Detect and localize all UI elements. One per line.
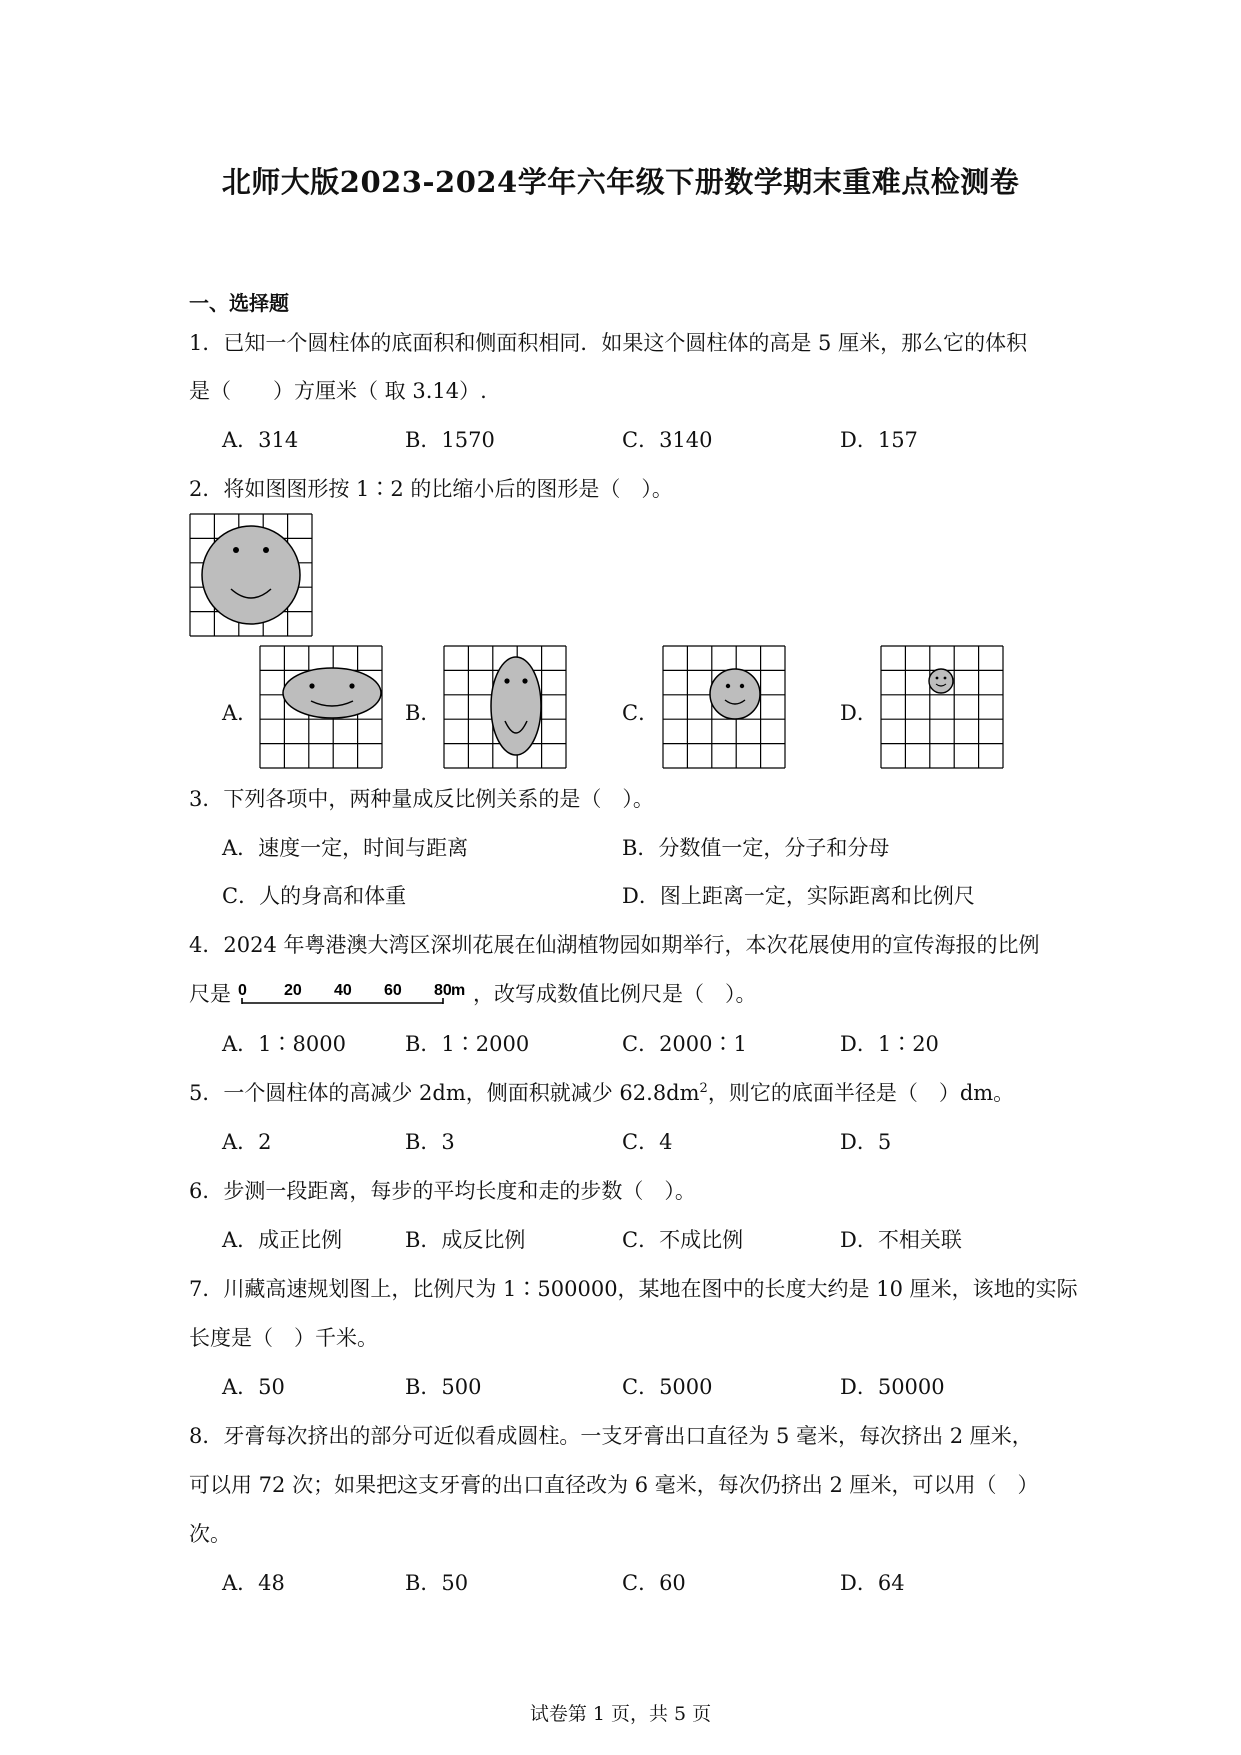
q4-option-a: A．1∶8000 — [222, 1032, 346, 1056]
q8-option-b: B．50 — [405, 1571, 469, 1595]
q6-option-c: C．不成比例 — [622, 1228, 744, 1252]
q5-option-d: D．5 — [840, 1130, 892, 1154]
q6-option-a: A．成正比例 — [222, 1228, 343, 1252]
page-footer: 试卷第 1 页，共 5 页 — [529, 1703, 712, 1725]
question-1-line-1: 1．已知一个圆柱体的底面积和侧面积相同．如果这个圆柱体的高是 5 厘米，那么它的体积 — [189, 331, 1028, 355]
scale-unit: m — [451, 982, 466, 999]
question-8-line-1: 8．牙膏每次挤出的部分可近似看成圆柱。一支牙膏出口直径为 5 毫米，每次挤出 2 厘米， — [189, 1424, 1033, 1448]
q3-option-d: D．图上距离一定，实际距离和比例尺 — [622, 884, 975, 908]
q7-option-b: B．500 — [405, 1375, 482, 1399]
question-4-line-2-suffix: ，改写成数值比例尺是（ ）。 — [473, 982, 757, 1006]
scale-label-40: 40 — [334, 982, 352, 999]
q7-option-c: C．5000 — [622, 1375, 713, 1399]
smiley-option-c-figure — [662, 645, 788, 770]
q5-option-b: B．3 — [405, 1130, 455, 1154]
q2-option-a: A． — [222, 701, 259, 725]
line-scale-bar — [238, 978, 468, 1008]
q6-option-d: D．不相关联 — [840, 1228, 962, 1252]
q8-option-a: A．48 — [222, 1571, 285, 1595]
question-7-line-1: 7．川藏高速规划图上，比例尺为 1∶500000，某地在图中的长度大约是 10 厘米，该地的实际 — [189, 1277, 1078, 1301]
smiley-option-a-figure — [259, 645, 385, 770]
question-6-line-1: 6．步测一段距离，每步的平均长度和走的步数（ ）。 — [189, 1179, 696, 1203]
question-5-line-1 — [189, 1077, 1014, 1107]
question-4-line-1: 4．2024 年粤港澳大湾区深圳花展在仙湖植物园如期举行，本次花展使用的宣传海报的比例 — [189, 933, 1040, 957]
q8-option-c: C．60 — [622, 1571, 686, 1595]
section-heading: 一、选择题 — [189, 291, 289, 315]
question-4-line-2-prefix: 尺是 — [189, 982, 231, 1006]
smiley-original-figure — [189, 513, 315, 639]
smiley-option-d-figure — [880, 645, 1006, 770]
q3-option-c: C．人的身高和体重 — [222, 884, 407, 908]
q5-text-post: ，则它的底面半径是（ ）dm。 — [707, 1081, 1015, 1105]
question-1-line-2: 是（ ）方厘米（ 取 3.14）. — [189, 379, 487, 403]
q5-text-pre: 5．一个圆柱体的高减少 2dm，侧面积就减少 62.8dm — [189, 1081, 700, 1105]
question-8-line-3: 次。 — [189, 1522, 231, 1546]
q7-option-d: D．50000 — [840, 1375, 945, 1399]
q4-option-b: B．1∶2000 — [405, 1032, 530, 1056]
q3-option-b: B．分数值一定，分子和分母 — [622, 836, 890, 860]
scale-label-60: 60 — [384, 982, 402, 999]
question-7-line-2: 长度是（ ）千米。 — [189, 1326, 378, 1350]
q8-option-d: D．64 — [840, 1571, 905, 1595]
q4-option-c: C．2000∶1 — [622, 1032, 747, 1056]
scale-label-80: 80 — [434, 982, 452, 999]
q6-option-b: B．成反比例 — [405, 1228, 526, 1252]
q5-option-c: C．4 — [622, 1130, 673, 1154]
q2-option-b: B． — [405, 701, 442, 725]
page-title: 北师大版2023-2024学年六年级下册数学期末重难点检测卷 — [221, 165, 1020, 199]
q7-option-a: A．50 — [222, 1375, 285, 1399]
smiley-option-b-figure — [443, 645, 569, 770]
q3-option-a: A．速度一定，时间与距离 — [222, 836, 469, 860]
question-8-line-2: 可以用 72 次；如果把这支牙膏的出口直径改为 6 毫米，每次仍挤出 2 厘米，可以用（ ） — [189, 1473, 1039, 1497]
q1-option-d: D．157 — [840, 428, 918, 452]
q2-option-d: D． — [840, 701, 878, 725]
q1-option-c: C．3140 — [622, 428, 713, 452]
scale-label-20: 20 — [284, 982, 302, 999]
q1-option-a: A．314 — [222, 428, 299, 452]
question-3-line-1: 3．下列各项中，两种量成反比例关系的是（ ）。 — [189, 787, 654, 811]
question-2-line-1: 2．将如图图形按 1∶2 的比缩小后的图形是（ ）。 — [189, 477, 673, 501]
q2-option-c: C． — [622, 701, 660, 725]
q1-option-b: B．1570 — [405, 428, 495, 452]
q4-option-d: D．1∶20 — [840, 1032, 939, 1056]
q5-superscript: 2 — [699, 1081, 708, 1096]
q5-option-a: A．2 — [222, 1130, 272, 1154]
scale-label-0: 0 — [238, 982, 247, 999]
